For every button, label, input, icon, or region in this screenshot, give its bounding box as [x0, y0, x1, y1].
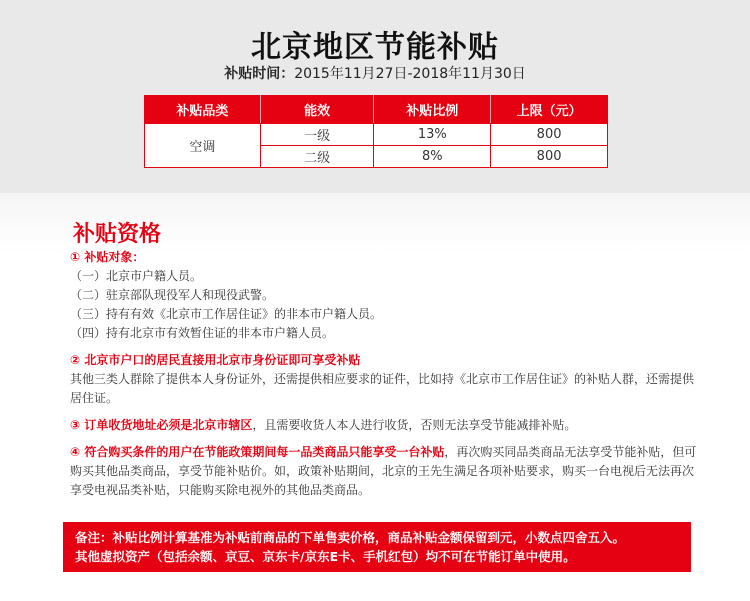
table-header-row — [145, 96, 608, 124]
item-2-text: 其他三类人群除了提供本人身份证外，还需提供相应要求的证件，比如持《北京市工作居住证》的补贴人群，还需提供居住证。 — [70, 372, 695, 405]
subsidy-period-value: 2015年11月27日-2018年11月30日 — [294, 66, 526, 82]
item-1-line: （一）北京市户籍人员。 — [70, 269, 203, 283]
note-label: 备注： — [75, 530, 113, 545]
note-line-1 — [75, 528, 681, 547]
note-text-2: 其他虚拟资产（包括余额、京豆、京东卡/京东E卡、手机红包）均不可在节能订单中使用。 — [75, 549, 576, 564]
subsidy-period-label: 补贴时间： — [224, 66, 295, 82]
subsidy-period — [0, 63, 750, 83]
table-row — [145, 124, 608, 146]
column-header-category: 补贴品类 — [145, 96, 261, 124]
page-title: 北京地区节能补贴 — [251, 30, 499, 65]
subsidy-table — [144, 95, 608, 168]
limit-cell: 800 — [491, 146, 608, 168]
category-cell: 空调 — [145, 124, 261, 168]
item-4-title: ④ 符合购买条件的用户在节能政策期间每一品类商品只能享受一台补贴 — [70, 445, 445, 459]
item-4-text: ，再次购买同品类商品无法享受节能补贴，但可购买其他品类商品，享受节能补贴价。如，政策补贴期间，北京的王先生满足各项补贴要求，购买一台电视后无法再次享受电视品类补贴，只能购买除电视外的其他品类商品。 — [70, 445, 697, 497]
eligibility-item-4 — [70, 443, 700, 500]
efficiency-cell: 二级 — [260, 146, 374, 168]
limit-cell: 800 — [491, 124, 608, 146]
eligibility-item-1 — [70, 248, 700, 343]
efficiency-cell: 一级 — [260, 124, 374, 146]
column-header-efficiency: 能效 — [260, 96, 374, 124]
section-title: 补贴资格 — [73, 222, 162, 247]
ratio-cell: 8% — [374, 146, 491, 168]
item-3-text: ，且需要收货人本人进行收货，否则无法享受节能减排补贴。 — [252, 418, 577, 432]
note-box — [63, 522, 691, 572]
item-1-title: ① 补贴对象： — [70, 250, 145, 264]
item-1-line: （三）持有有效《北京市工作居住证》的非本市户籍人员。 — [70, 307, 383, 321]
ratio-cell: 13% — [374, 124, 491, 146]
item-2-title: ② 北京市户口的居民直接用北京市身份证即可享受补贴 — [70, 353, 361, 367]
item-1-line: （二）驻京部队现役军人和现役武警。 — [70, 288, 275, 302]
eligibility-item-3 — [70, 416, 700, 435]
eligibility-content — [70, 248, 700, 500]
item-3-title: ③ 订单收货地址必须是北京市辖区 — [70, 418, 253, 432]
note-text-1: 补贴比例计算基准为补贴前商品的下单售卖价格，商品补贴金额保留到元，小数点四舍五入。 — [112, 530, 626, 545]
eligibility-item-2 — [70, 351, 700, 408]
column-header-limit: 上限（元） — [491, 96, 608, 124]
column-header-ratio: 补贴比例 — [374, 96, 491, 124]
item-1-line: （四）持有北京市有效暂住证的非本市户籍人员。 — [70, 326, 335, 340]
